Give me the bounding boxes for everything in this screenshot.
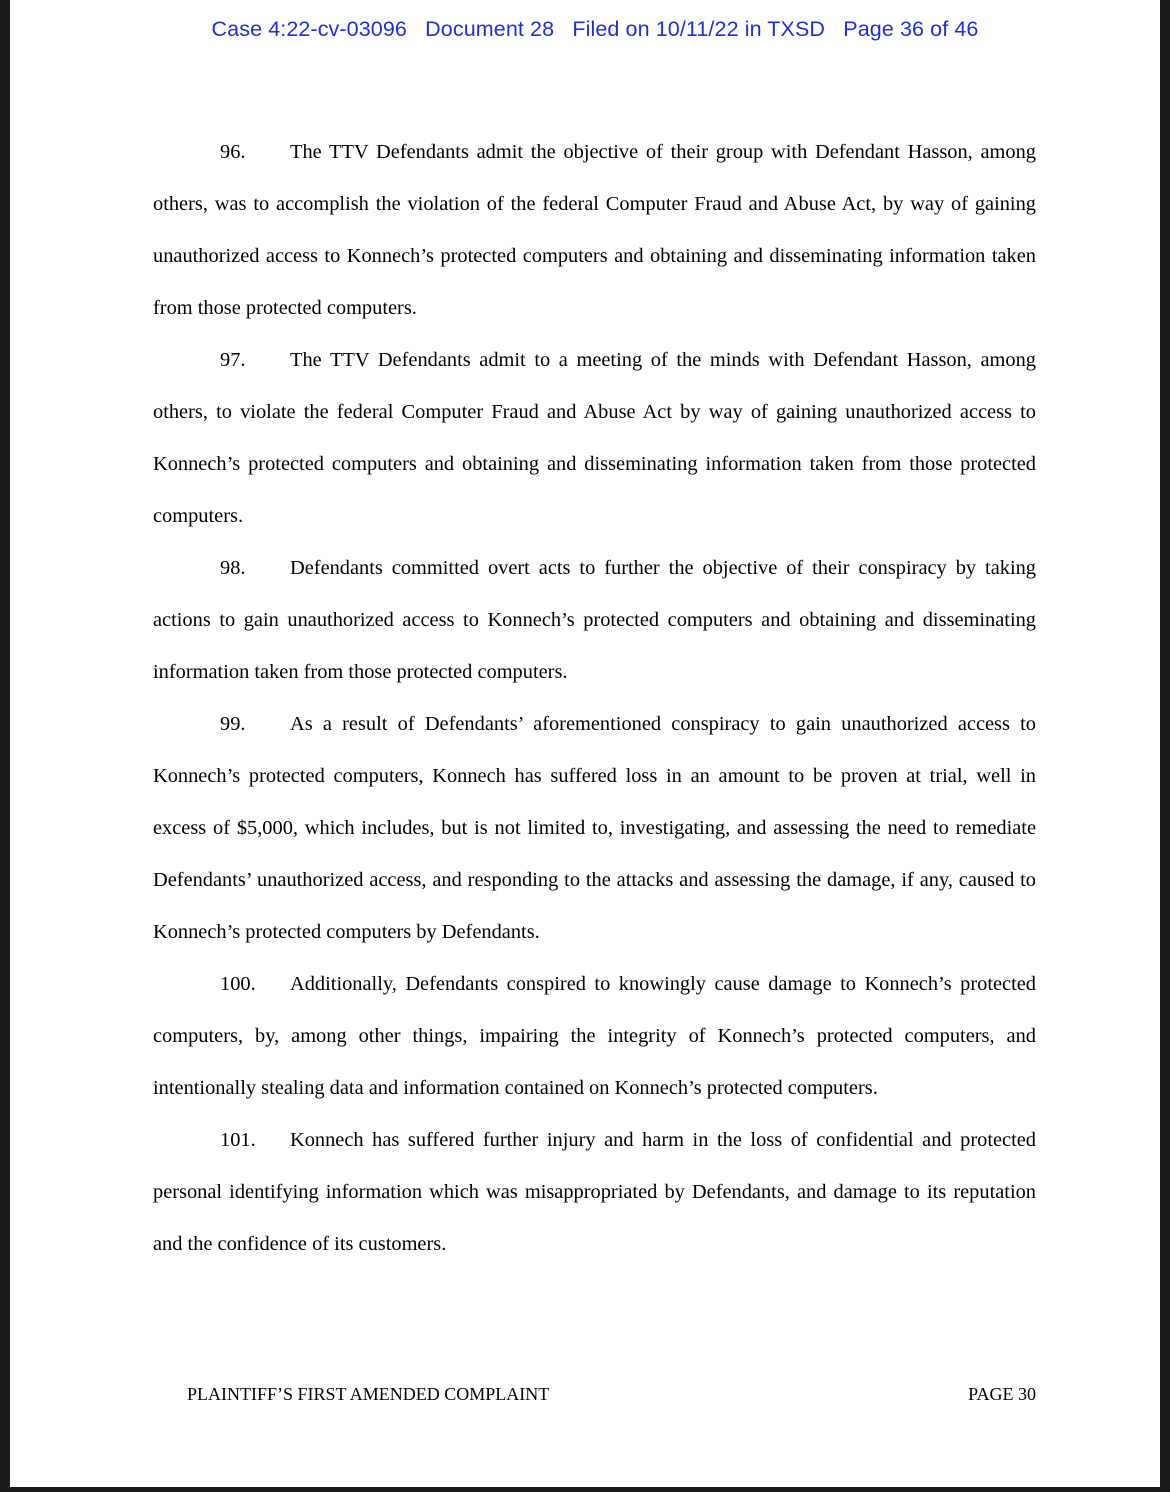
page-body — [153, 126, 1036, 1270]
footer-document-title: PLAINTIFF’S FIRST AMENDED COMPLAINT — [187, 1384, 550, 1404]
paragraph-100 — [153, 958, 1036, 1114]
paragraph-text: The TTV Defendants admit the objective of their group with Defendant Hasson, among others, was to accomplish the violation of the federal Computer Fraud and Abuse Act, by way of gaining unauthorized access to Konnech’s protected computers and obtaining and disseminating information taken from those protected computers. — [153, 141, 1036, 319]
paragraph-number: 96. — [220, 141, 246, 163]
paragraph-text: Additionally, Defendants conspired to knowingly cause damage to Konnech’s protected computers, by, among other things, impairing the integrity of Konnech’s protected computers, and intentionally stealing data and information contained on Konnech’s protected computers. — [153, 973, 1036, 1099]
paragraph-96 — [153, 126, 1036, 334]
paragraph-text: Konnech has suffered further injury and harm in the loss of confidential and protected personal identifying information which was misappropriated by Defendants, and damage to its reputation and the confidence of its customers. — [153, 1129, 1036, 1255]
paragraph-number: 97. — [220, 349, 246, 371]
paragraph-number: 101. — [220, 1129, 256, 1151]
paragraph-98 — [153, 542, 1036, 698]
paragraph-99 — [153, 698, 1036, 958]
paragraph-text: As a result of Defendants’ aforementioned conspiracy to gain unauthorized access to Konnech’s protected computers, Konnech has suffered loss in an amount to be proven at trial, well in excess of $5,000, which includes, but is not limited to, investigating, and assessing the need to remediate Defendants’ unauthorized access, and responding to the attacks and assessing the damage, if any, caused to Konnech’s protected computers by Defendants. — [153, 713, 1036, 943]
ecf-filing-header: Case 4:22-cv-03096 Document 28 Filed on 10/11/22 in TXSD Page 36 of 46 — [211, 17, 979, 41]
paragraph-101 — [153, 1114, 1036, 1270]
document-page — [10, 0, 1160, 1487]
footer-page-number: PAGE 30 — [968, 1384, 1036, 1404]
paragraph-text: Defendants committed overt acts to further the objective of their conspiracy by taking actions to gain unauthorized access to Konnech’s protected computers and obtaining and disseminating information taken from those protected computers. — [153, 557, 1036, 683]
paragraph-text: The TTV Defendants admit to a meeting of the minds with Defendant Hasson, among others, to violate the federal Computer Fraud and Abuse Act by way of gaining unauthorized access to Konnech’s protected computers and obtaining and disseminating information taken from those protected computers. — [153, 349, 1036, 527]
paragraph-number: 99. — [220, 713, 246, 735]
paragraph-number: 98. — [220, 557, 246, 579]
paragraph-number: 100. — [220, 973, 256, 995]
paragraph-97 — [153, 334, 1036, 542]
